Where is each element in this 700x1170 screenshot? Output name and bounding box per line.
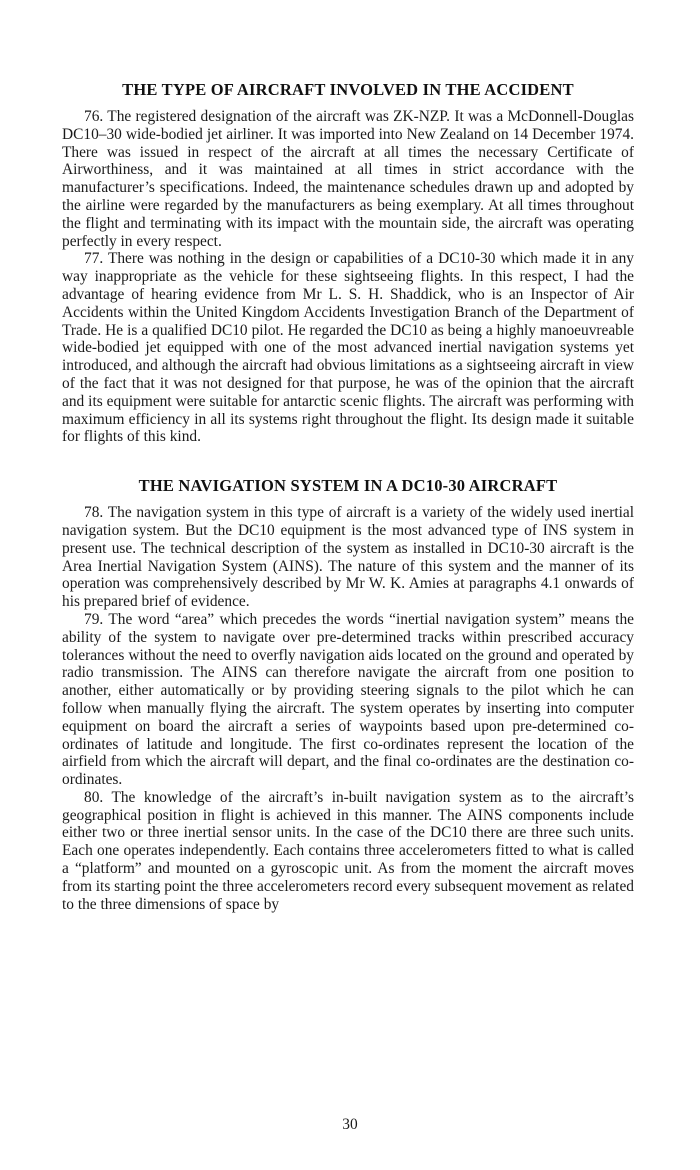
paragraph-80: 80. The knowledge of the aircraft’s in-built navigation system as to the aircraft’s geographical position in flight is achieved in this manner. The AINS components include either two or three inertial sensor units. In the case of the DC10 there are three such units. Each one operates independently. Each contains three accelerometers fitted to what is called a “platform” and mounted on a gyroscopic unit. As from the moment the aircraft moves from its starting point the three accelerometers record every subsequent movement as related to the three dimensions of space by [62,788,634,913]
section-heading-navigation-system: THE NAVIGATION SYSTEM IN A DC10-30 AIRCRAFT [138,476,558,496]
section-heading-aircraft-type: THE TYPE OF AIRCRAFT INVOLVED IN THE ACCIDENT [122,80,574,99]
paragraph-76: 76. The registered designation of the aircraft was ZK-NZP. It was a McDonnell-Douglas DC10–30 wide-bodied jet airliner. It was imported into New Zealand on 14 December 1974. There was issued in respect of the aircraft at all times the necessary Certificate of Airworthiness, and it was maintained at all times in strict accordance with the manufacturer’s specifications. Indeed, the maintenance schedules drawn up and adopted by the airline were regarded by the manufacturers as being exemplary. At all times throughout the flight and terminating with its impact with the mountain side, the aircraft was operating perfectly in every respect. [62,108,634,250]
paragraph-78: 78. The navigation system in this type of aircraft is a variety of the widely used inertial navigation system. But the DC10 equipment is the most advanced type of INS system in present use. The technical description of the system as installed in DC10-30 aircraft is the Area Inertial Navigation System (AINS). The nature of this system and the manner of its operation was comprehensively described by Mr W. K. Amies at paragraphs 4.1 onwards of his prepared brief of evidence. [62,504,634,611]
page-number: 30 [342,1116,358,1133]
paragraph-77: 77. There was nothing in the design or capabilities of a DC10-30 which made it in any way inappropriate as the vehicle for these sightseeing flights. In this respect, I had the advantage of hearing evidence from Mr L. S. H. Shaddick, who is an Inspector of Air Accidents within the United Kingdom Accidents Investigation Branch of the Department of Trade. He is a qualified DC10 pilot. He regarded the DC10 as being a highly manoeuvreable wide-bodied jet equipped with one of the most advanced inertial navigation systems yet introduced, and although the aircraft had obvious limitations as a sightseeing aircraft in view of the fact that it was not designed for that purpose, he was of the opinion that the aircraft and its equipment were suitable for antarctic scenic flights. The aircraft was performing with maximum efficiency in all its systems right throughout the flight. Its design made it suitable for flights of this kind. [62,250,634,446]
paragraph-79: 79. The word “area” which precedes the words “inertial navigation system” means the ability of the system to navigate over pre-determined tracks within prescribed accuracy tolerances without the need to overfly navigation aids located on the ground and operated by radio transmission. The AINS can therefore navigate the aircraft from one position to another, either automatically or by providing steering signals to the pilot which he can follow when manually flying the aircraft. The system operates by inserting into computer equipment on board the aircraft a series of waypoints based upon pre-determined co-ordinates of latitude and longitude. The first co-ordinates represent the location of the airfield from which the aircraft will depart, and the final co-ordinates are the destination co-ordinates. [62,610,634,789]
document-page [62,80,634,913]
